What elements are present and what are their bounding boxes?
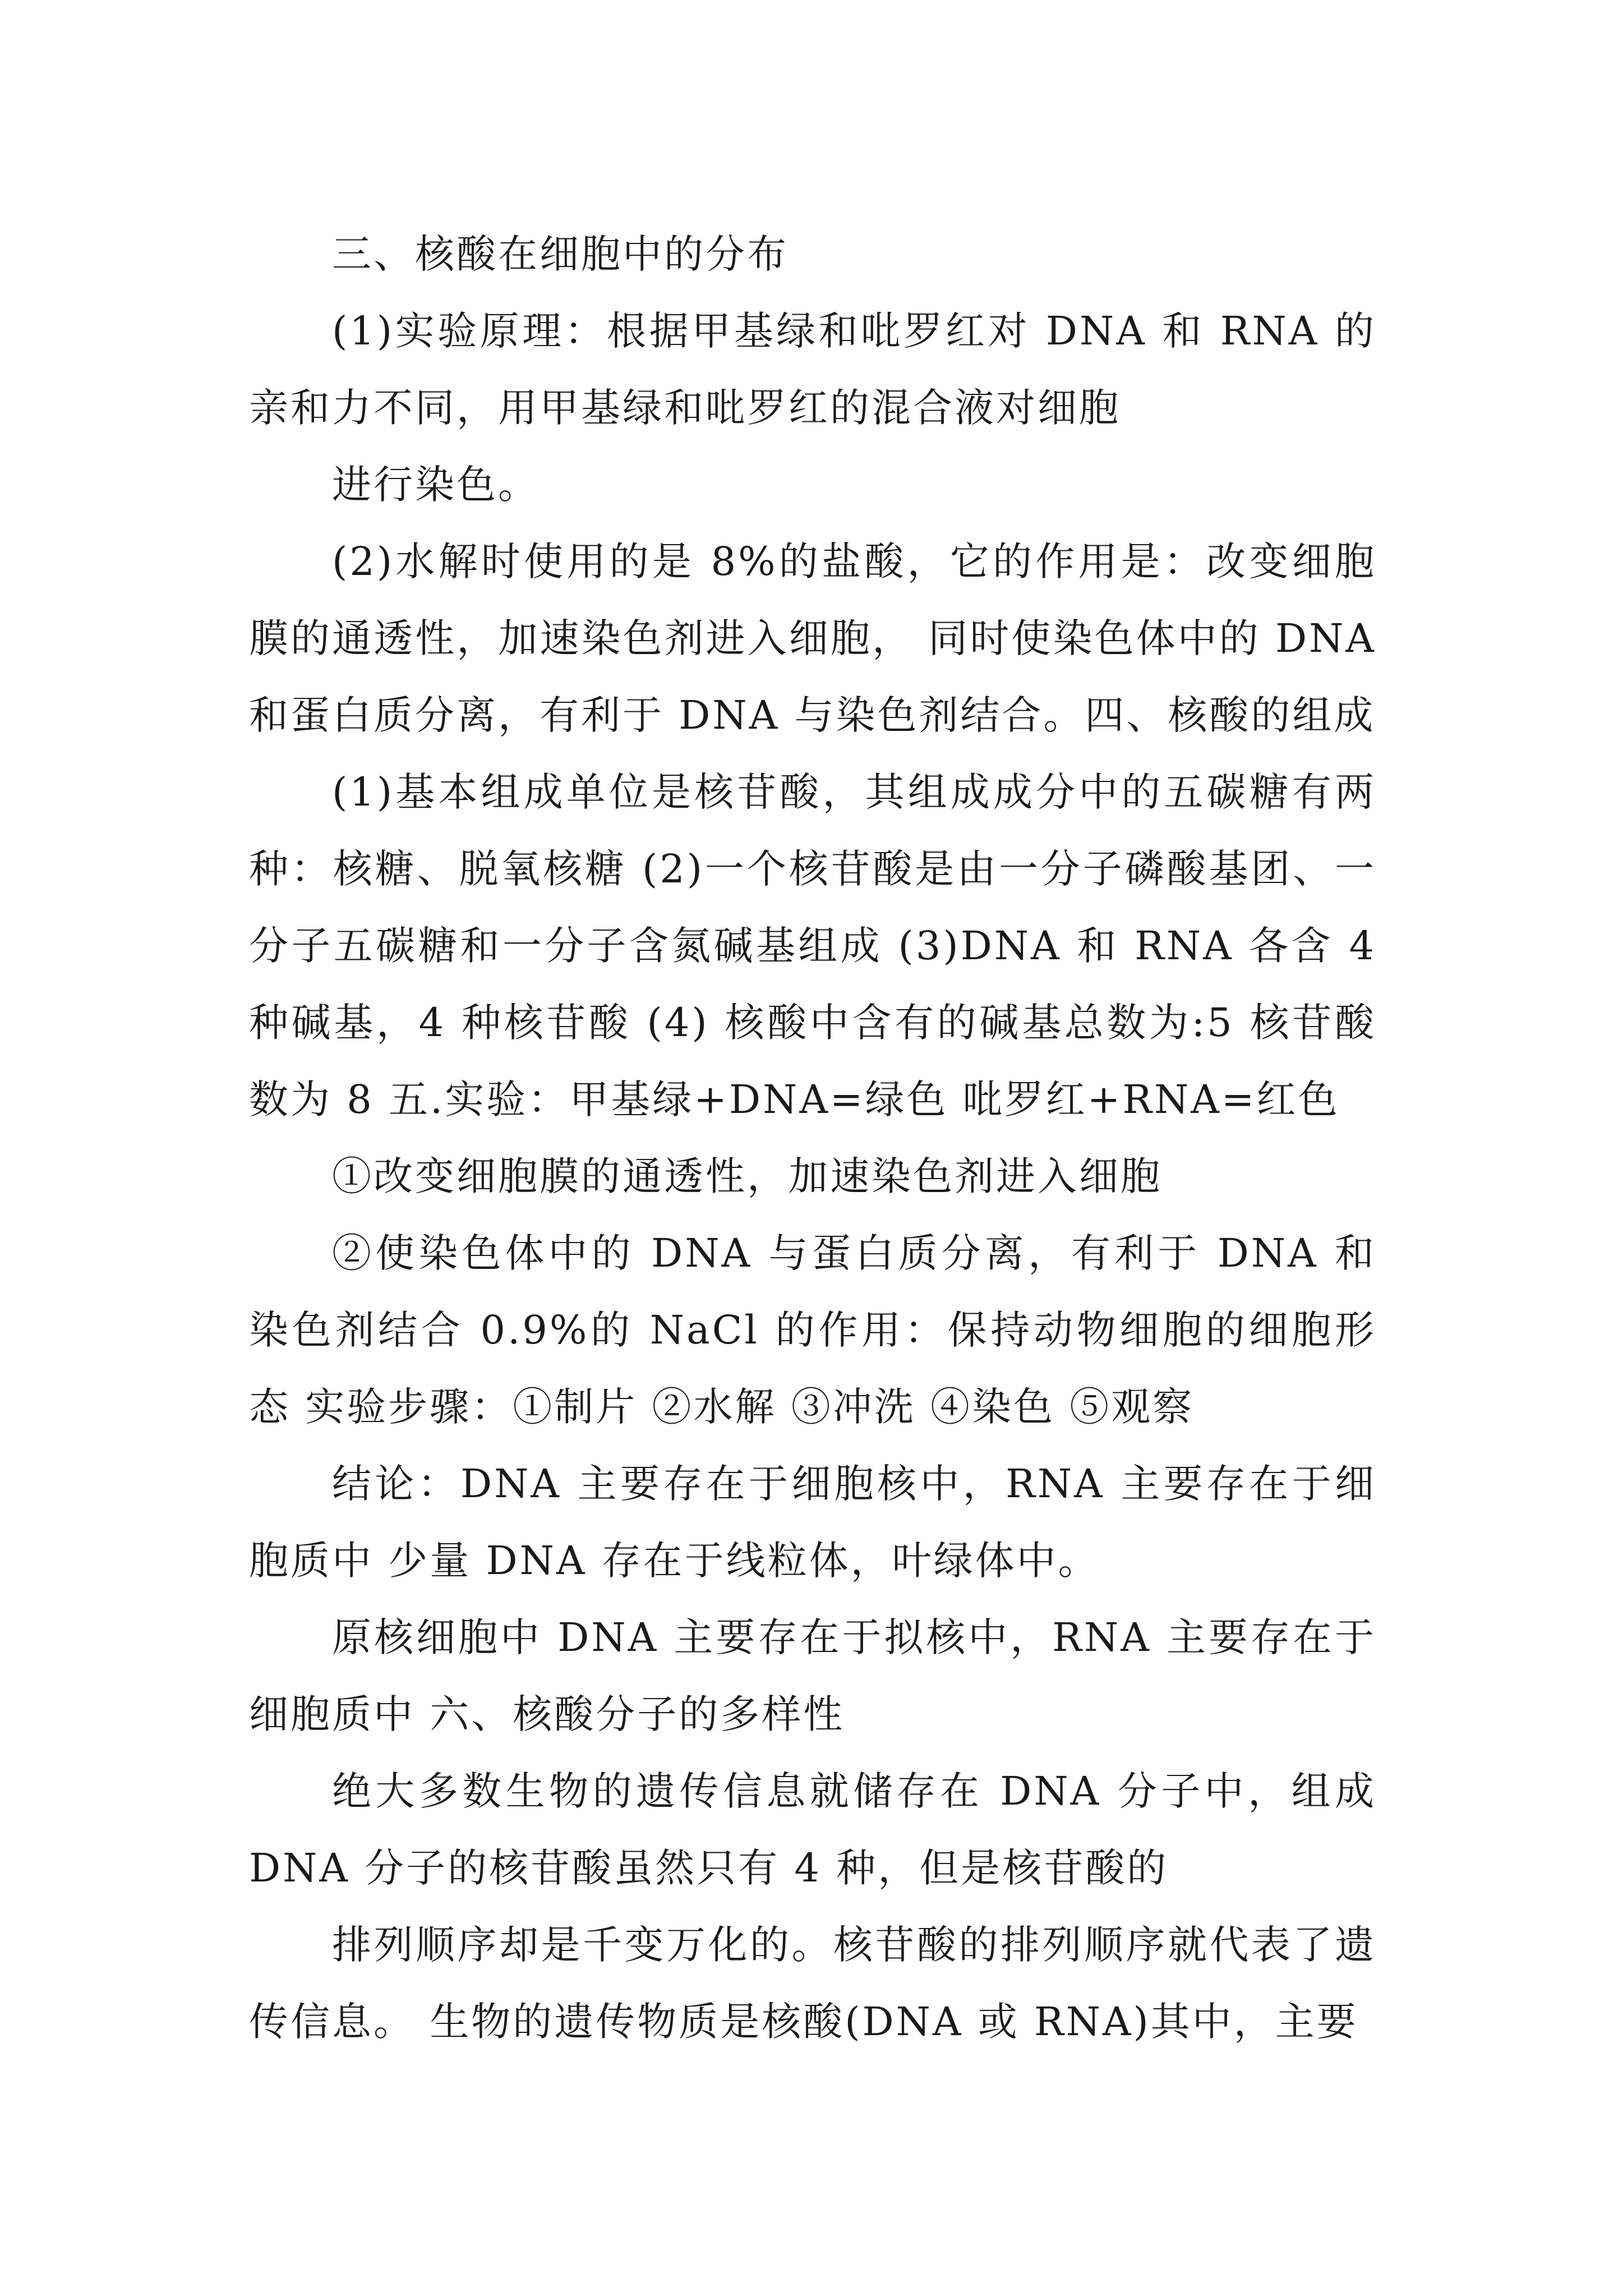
paragraph-staining: 进行染色。 bbox=[332, 462, 540, 508]
paragraph-genetic-info: 绝大多数生物的遗传信息就储存在 DNA 分子中，组成 DNA 分子的核苷酸虽然只有 4 种，但是核苷酸的 bbox=[249, 1768, 1376, 1891]
section-heading-nucleic-acid-distribution: 三、核酸在细胞中的分布 bbox=[332, 231, 789, 277]
document-body bbox=[249, 216, 1376, 2060]
paragraph-hydrolysis: (2)水解时使用的是 8%的盐酸，它的作用是：改变细胞膜的通透性，加速染色剂进入细胞， 同时使染色体中的 DNA 和蛋白质分离，有利于 DNA 与染色剂结合。四、核酸的组成 bbox=[249, 539, 1376, 738]
paragraph-point-two: ②使染色体中的 DNA 与蛋白质分离，有利于 DNA 和染色剂结合 0.9%的 NaCl 的作用：保持动物细胞的细胞形态 实验步骤：①制片 ②水解 ③冲洗 ④染色 ⑤观察 bbox=[249, 1230, 1376, 1430]
paragraph-experiment-principle: (1)实验原理：根据甲基绿和吡罗红对 DNA 和 RNA 的亲和力不同，用甲基绿和吡罗红的混合液对细胞 bbox=[249, 308, 1376, 431]
paragraph-conclusion: 结论：DNA 主要存在于细胞核中，RNA 主要存在于细胞质中 少量 DNA 存在于线粒体，叶绿体中。 bbox=[249, 1461, 1376, 1584]
paragraph-point-one: ①改变细胞膜的通透性，加速染色剂进入细胞 bbox=[332, 1153, 1162, 1199]
paragraph-sequence: 排列顺序却是千变万化的。核苷酸的排列顺序就代表了遗传信息。 生物的遗传物质是核酸(DNA 或 RNA)其中，主要 bbox=[249, 1922, 1376, 2045]
paragraph-composition: (1)基本组成单位是核苷酸，其组成成分中的五碳糖有两种：核糖、脱氧核糖 (2)一个核苷酸是由一分子磷酸基团、一分子五碳糖和一分子含氮碱基组成 (3)DNA 和 RNA 各含 4 种碱基，4 种核苷酸 (4) 核酸中含有的碱基总数为:5 核苷酸数为 8 五.实验：甲基绿+DNA=绿色 吡罗红+RNA=红色 bbox=[249, 769, 1376, 1122]
paragraph-prokaryote: 原核细胞中 DNA 主要存在于拟核中，RNA 主要存在于细胞质中 六、核酸分子的多样性 bbox=[249, 1614, 1376, 1737]
